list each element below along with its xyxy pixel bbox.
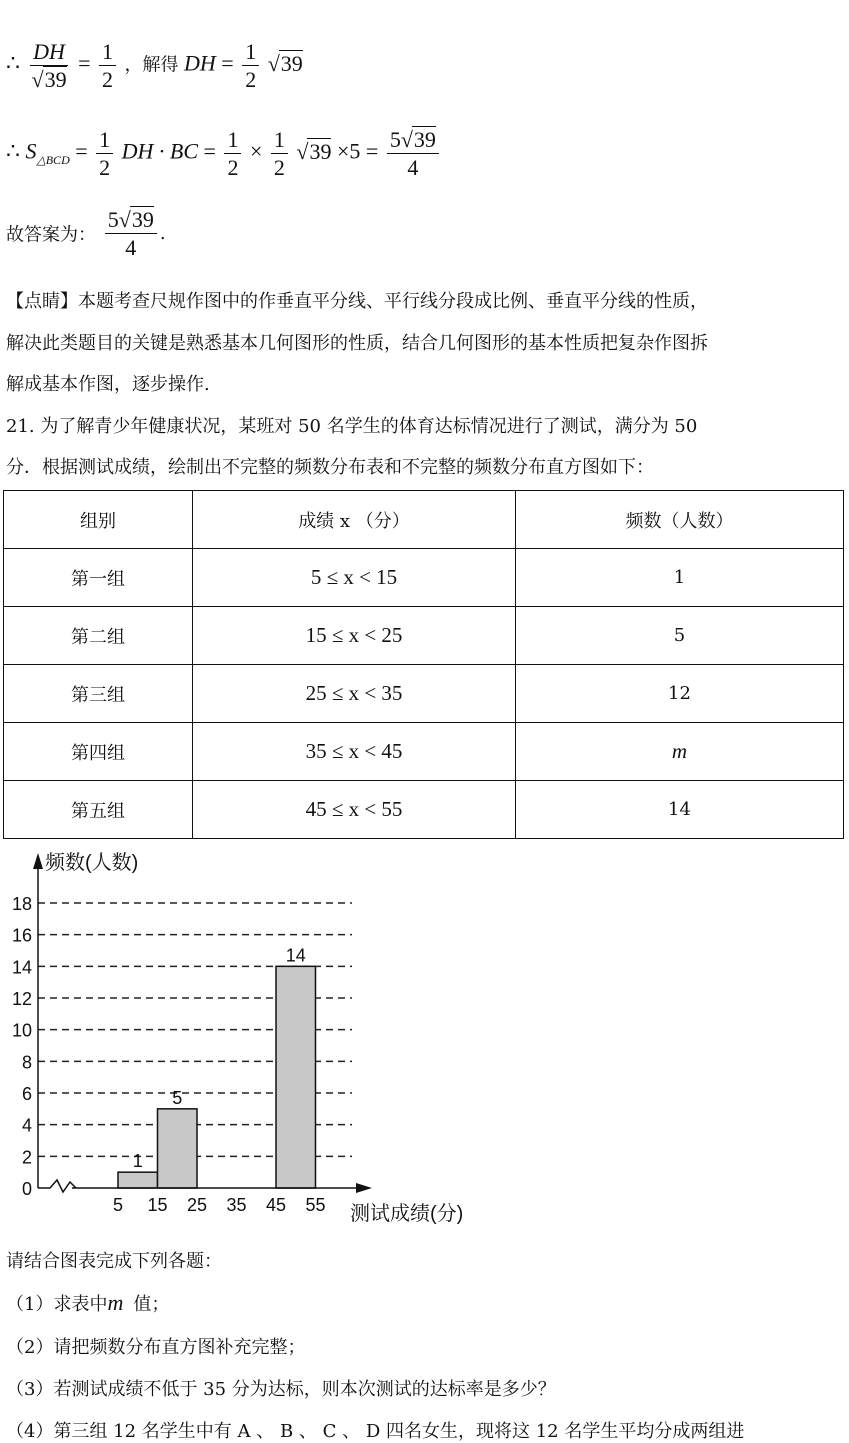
solution-line-2: ∴ $S_{\triangle BCD}$ = $\frac{1}{2}$ DH · BC = $\frac{1}{2}$ × $\frac{1}{2}$ √39 ×5 = $\frac{5√39}{4}$ (6, 128, 442, 179)
question-3: （3）若测试成绩不低于 35 分为达标，则本次测试的达标率是多少？ (6, 1379, 556, 1400)
x-tick-label: 35 (226, 1195, 247, 1215)
x-axis-arrow-icon (356, 1183, 372, 1193)
x-axis-label: 测试成绩(分) (350, 1203, 464, 1225)
table-row: 第三组 25 ≤ x < 35 12 (4, 665, 844, 723)
table-header: 频数（人数） (516, 491, 844, 549)
answer-line: 故答案为： $\frac{5√39}{4}$ . (6, 207, 166, 261)
table-row: 第五组 45 ≤ x < 55 14 (4, 781, 844, 839)
comment-line-1: 【点睛】本题考查尺规作图中的作垂直平分线、平行线分段成比例、垂直平分线的性质， (6, 291, 708, 312)
y-tick-label: 4 (21, 1115, 32, 1136)
table-header: 组别 (4, 491, 193, 549)
question-1: （1）求表中m 值； (6, 1290, 170, 1315)
therefore-symbol: ∴ (6, 50, 20, 76)
x-tick-label: 45 (265, 1195, 287, 1215)
x-tick-label: 5 (112, 1195, 124, 1215)
table-header: 成绩 x （分） (193, 491, 516, 549)
y-tick-label: 12 (11, 989, 32, 1009)
fraction-dh-over-sqrt39: $\frac{DH}{√39}$ (31, 39, 67, 93)
y-tick-label: 2 (21, 1147, 32, 1168)
comment-line-2: 解决此类题目的关键是熟悉基本几何图形的性质，结合几何图形的基本性质把复杂作图拆 (6, 333, 708, 354)
frequency-histogram (0, 845, 480, 1230)
result-fraction: $\frac{5√39}{4}$ (387, 128, 439, 179)
y-axis-arrow-icon (33, 853, 43, 869)
fraction-one-half: $\frac{1}{2}$ (99, 40, 116, 91)
y-tick-label: 6 (21, 1084, 32, 1104)
bar-data-label: 5 (172, 1087, 183, 1108)
axis-break-icon (38, 1180, 76, 1192)
y-tick-label: 18 (11, 894, 32, 914)
y-tick-label: 10 (11, 1020, 32, 1041)
y-axis-label: 频数(人数) (45, 852, 139, 874)
x-tick-label: 15 (147, 1195, 168, 1215)
solution-line-1: ∴ $\frac{DH}{√39}$ = $\frac{1}{2}$ ，解得 DH = $\frac{1}{2}$ √39 (6, 39, 303, 93)
table-header-row (4, 491, 844, 549)
y-tick-label: 0 (21, 1179, 32, 1199)
table-row: 第四组 35 ≤ x < 45 m (4, 723, 844, 781)
histogram-bar (118, 1172, 158, 1188)
y-tick-label: 14 (11, 957, 32, 978)
y-tick-label: 8 (21, 1052, 32, 1073)
x-tick-label: 55 (305, 1195, 326, 1215)
histogram-bar (158, 1109, 198, 1188)
question-2: （2）请把频数分布直方图补充完整； (6, 1337, 306, 1358)
frequency-table (3, 490, 844, 839)
problem-line-2: 分．根据测试成绩，绘制出不完整的频数分布表和不完整的频数分布直方图如下： (6, 457, 654, 478)
problem-line-1: 21. 为了解青少年健康状况，某班对 50 名学生的体育达标情况进行了测试，满分为 50 (6, 416, 698, 437)
questions-intro: 请结合图表完成下列各题： (6, 1251, 222, 1272)
x-tick-label: 25 (186, 1195, 208, 1215)
table-row: 第二组 15 ≤ x < 25 5 (4, 607, 844, 665)
bar-data-label: 1 (132, 1151, 143, 1172)
question-4: （4）第三组 12 名学生中有 A 、 B 、 C 、 D 四名女生，现将这 12 名学生平均分成两组进 (6, 1421, 745, 1442)
table-row: 第一组 5 ≤ x < 15 1 (4, 549, 844, 607)
histogram-bar (276, 966, 316, 1188)
y-tick-label: 16 (11, 925, 32, 946)
bar-data-label: 14 (285, 945, 306, 966)
comment-line-3: 解成基本作图，逐步操作. (6, 374, 210, 395)
